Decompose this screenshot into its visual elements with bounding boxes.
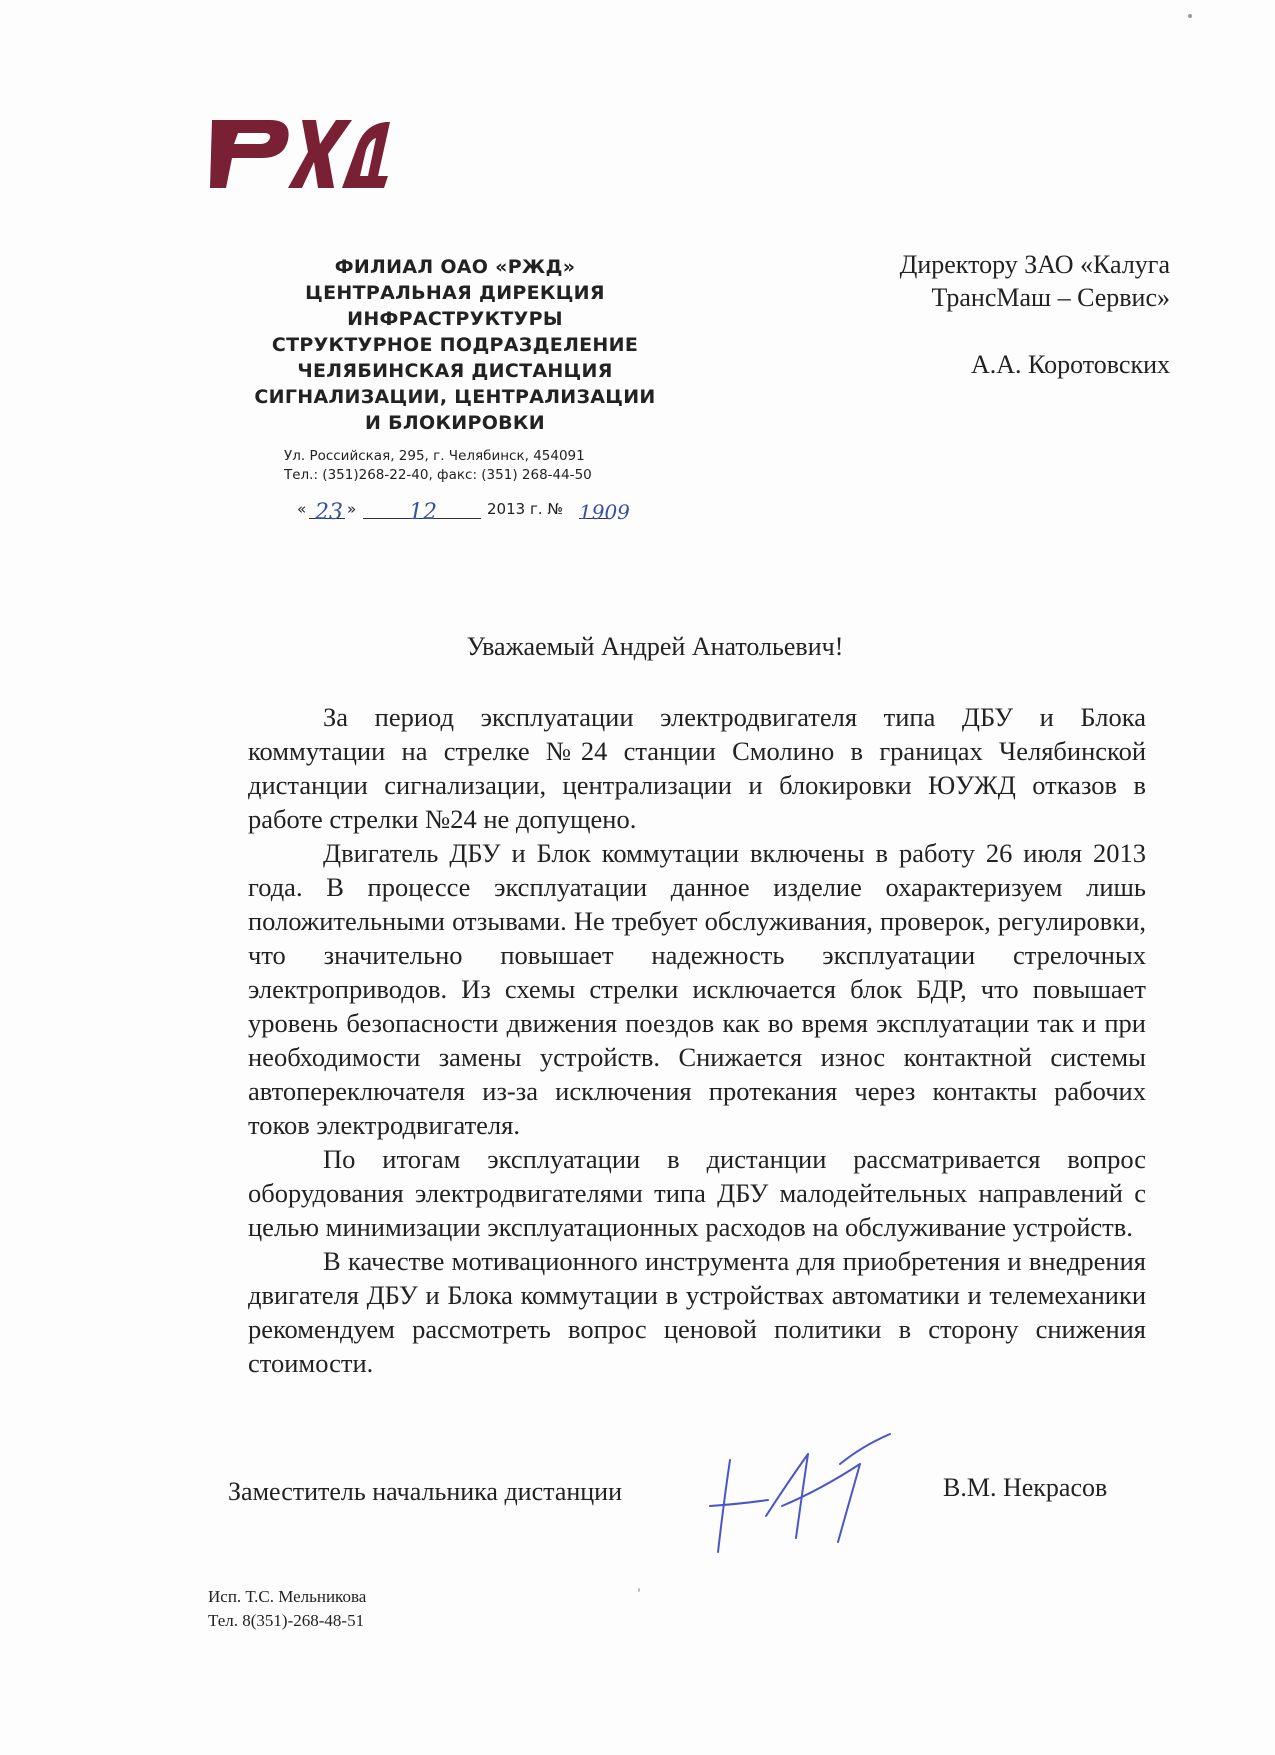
body-paragraph: Двигатель ДБУ и Блок коммутации включены в работу 26 июля 2013 года. В процессе эксплуатации данное изделие охарактеризуем лишь положительными отзывами. Не требует обслуживания, проверок, регулировки, что значительно повышает надежность эксплуатации стрелочных электроприводов. Из схемы стрелки исключается блок БДР, что повышает уровень безопасности движения поездов как во время эксплуатации так и при необходимости замены устройств. Снижается износ контактной системы автопереключателя из-за исключения протекания через контакты рабочих токов электродвигателя. — [248, 838, 1146, 1140]
address-line: Ул. Российская, 295, г. Челябинск, 454091 — [284, 448, 585, 464]
signatory-name: В.М. Некрасов — [943, 1473, 1108, 1502]
org-line: СИГНАЛИЗАЦИИ, ЦЕНТРАЛИЗАЦИИ — [254, 386, 656, 408]
org-line: ЦЕНТРАЛЬНАЯ ДИРЕКЦИЯ — [305, 282, 605, 304]
rzd-logo — [210, 100, 390, 190]
registration-line — [297, 496, 657, 525]
close-quote: » — [347, 500, 357, 518]
org-line: ИНФРАСТРУКТУРЫ — [347, 308, 563, 330]
org-line: ЧЕЛЯБИНСКАЯ ДИСТАНЦИЯ — [297, 360, 613, 382]
reg-day: 23 — [315, 500, 343, 525]
addressee-line: Директору ЗАО «Калуга — [899, 250, 1170, 279]
scan-speck — [1188, 14, 1192, 18]
addressee-line: ТрансМаш – Сервис» — [931, 283, 1170, 312]
phone-fax-line: Тел.: (351)268-22-40, факс: (351) 268-44-50 — [284, 467, 592, 483]
sender-address — [284, 447, 644, 485]
addressee-name: А.А. Коротовских — [971, 350, 1170, 379]
greeting: Уважаемый Андрей Анатольевич! — [466, 632, 844, 661]
addressee — [800, 248, 1170, 381]
org-line: СТРУКТУРНОЕ ПОДРАЗДЕЛЕНИЕ — [271, 334, 639, 356]
scan-speck — [638, 1588, 640, 1592]
reg-number: 1909 — [579, 500, 630, 524]
body-paragraph: За период эксплуатации электродвигателя типа ДБУ и Блока коммутации на стрелке №24 станции Смолино в границах Челябинской дистанции сигнализации, централизации и блокировки ЮУЖД отказов в работе стрелки №24 не допущено. — [248, 702, 1146, 834]
open-quote: « — [297, 500, 307, 518]
org-line: ФИЛИАЛ ОАО «РЖД» — [334, 256, 576, 278]
reg-month: 12 — [409, 500, 437, 525]
body-paragraph: По итогам эксплуатации в дистанции рассматривается вопрос оборудования электродвигателями типа ДБУ малодейтельных направлений с целью минимизации эксплуатационных расходов на обслуживание устройств. — [248, 1144, 1146, 1242]
body-paragraph: В качестве мотивационного инструмента для приобретения и внедрения двигателя ДБУ и Блока коммутации в устройствах автоматики и телемеханики рекомендуем рассмотреть вопрос ценовой политики в сторону снижения стоимости. — [248, 1246, 1146, 1378]
executor-info — [208, 1585, 366, 1633]
org-line: И БЛОКИРОВКИ — [365, 412, 545, 434]
executor-phone: Тел. 8(351)-268-48-51 — [208, 1611, 365, 1630]
sender-organization — [235, 254, 675, 436]
handwritten-signature — [690, 1420, 960, 1570]
executor-name: Исп. Т.С. Мельникова — [208, 1587, 367, 1606]
reg-year-label: 2013 г. № — [487, 500, 563, 518]
letter-body — [248, 700, 1146, 1380]
signatory-title: Заместитель начальника дистанции — [228, 1477, 623, 1506]
